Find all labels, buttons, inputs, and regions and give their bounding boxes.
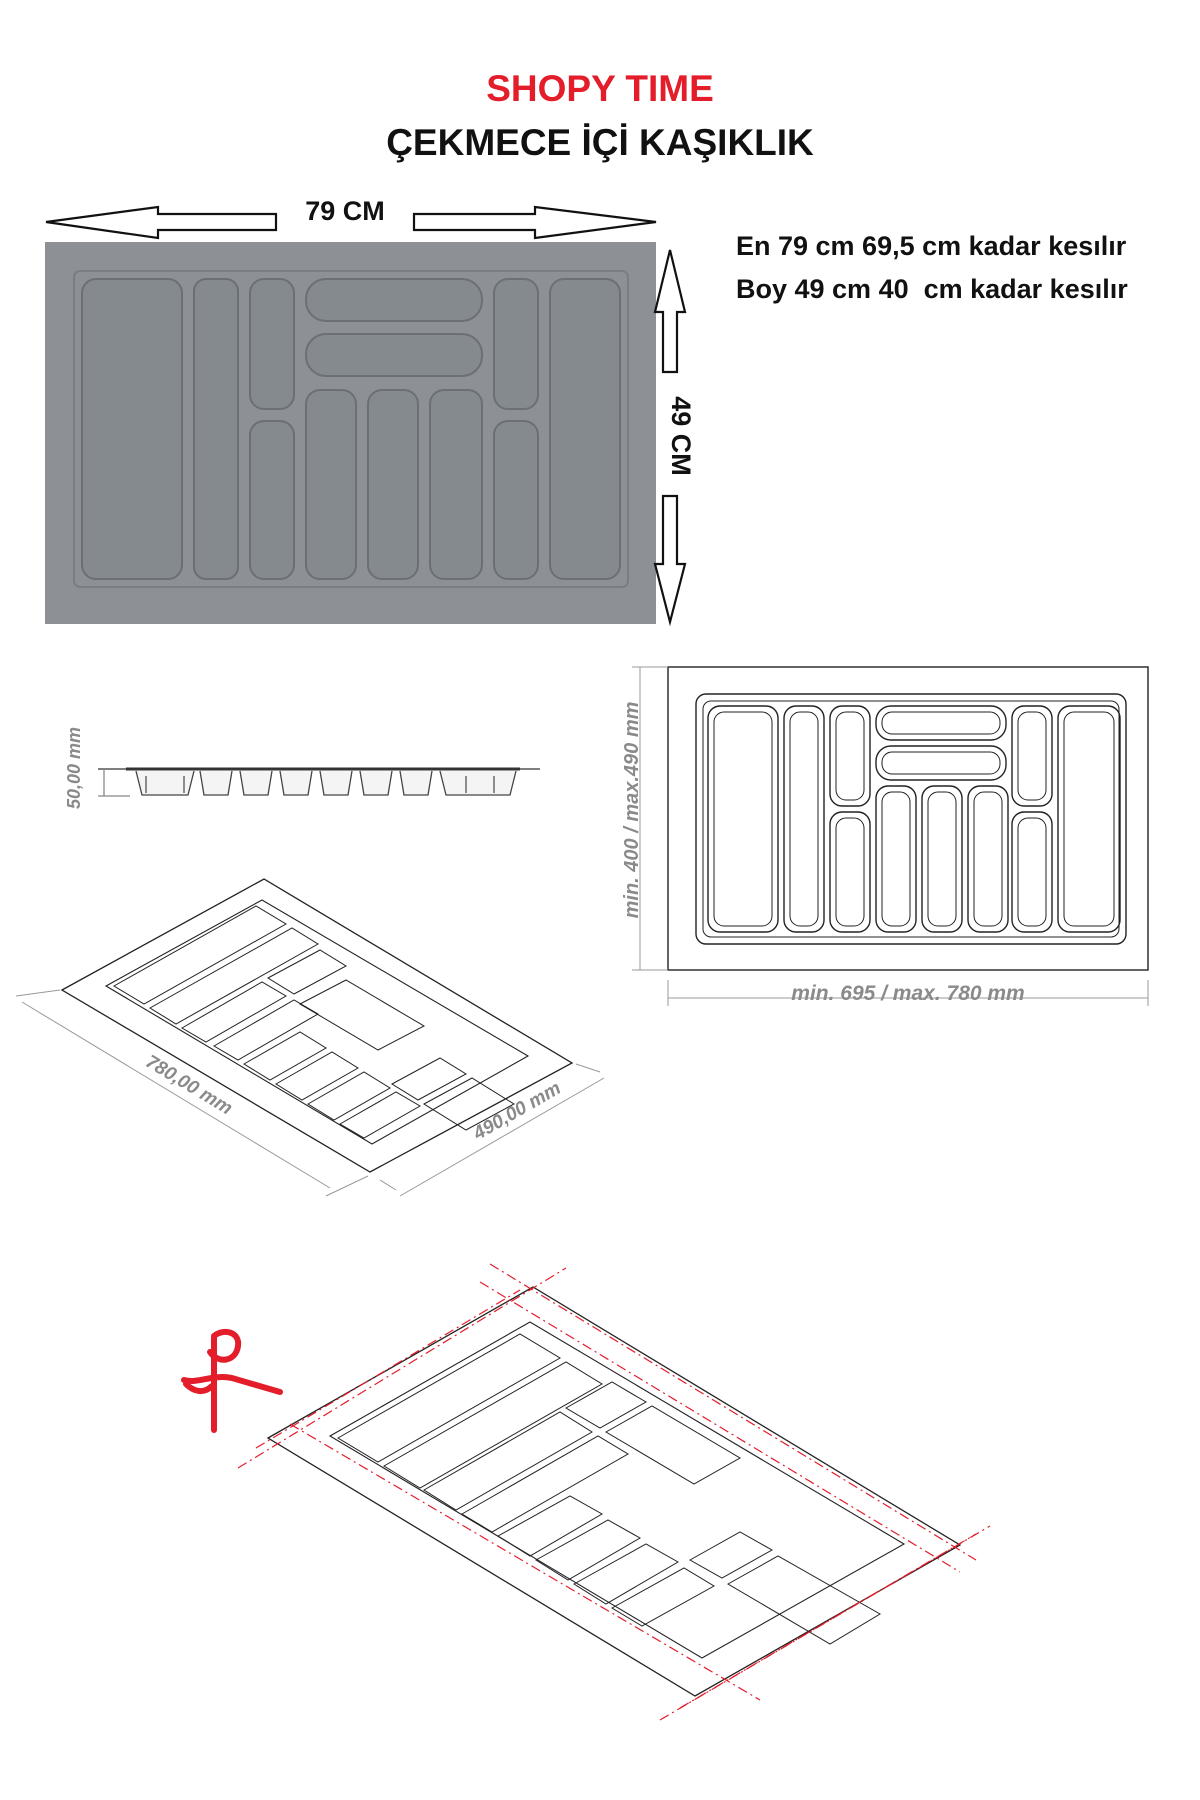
width-cut-note: En 79 cm 69,5 cm kadar kesılır — [736, 231, 1127, 261]
brand-title: SHOPY TIME — [486, 68, 714, 109]
depth-range-label: min. 400 / max.490 mm — [621, 701, 643, 919]
width-range-label: min. 695 / max. 780 mm — [791, 982, 1025, 1005]
product-title: ÇEKMECE İÇİ KAŞIKLIK — [386, 122, 814, 163]
length-mm-label: 780,00 mm — [141, 1051, 236, 1120]
width-label: 79 CM — [305, 196, 385, 226]
scissors-icon — [184, 1332, 280, 1430]
plan-dimension-lines — [632, 667, 1148, 1006]
height-label: 49 CM — [666, 396, 696, 476]
height-cut-note: Boy 49 cm 40 cm kadar kesılır — [736, 274, 1128, 304]
tray-render — [45, 242, 656, 624]
cut-lines — [238, 1264, 990, 1720]
width-mm-label: 490,00 mm — [469, 1077, 565, 1145]
height-mm-label: 50,00 mm — [64, 726, 84, 810]
side-profile — [98, 769, 540, 796]
iso-view-cut — [268, 1287, 960, 1696]
plan-view — [668, 667, 1148, 970]
